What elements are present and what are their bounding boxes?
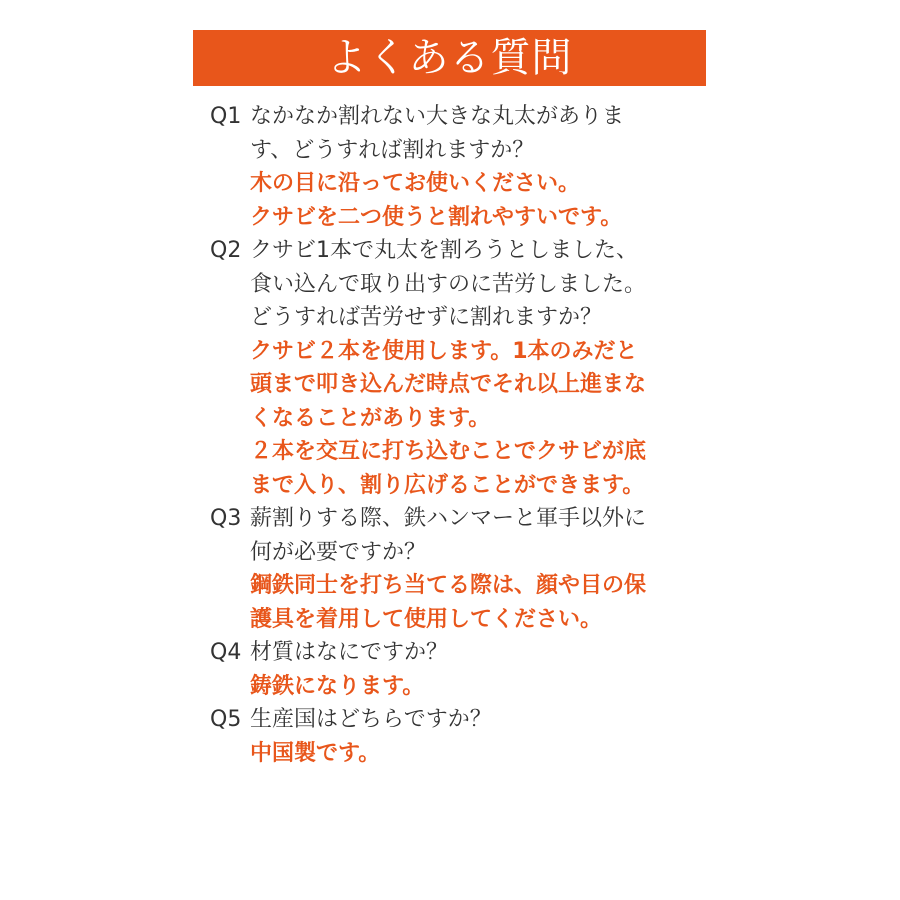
answer-line: クサビを二つ使うと割れやすいです。 [250,204,623,230]
question-line: す、どうすれば割れますか？ [250,137,535,163]
question-text [250,234,710,335]
question-number: Q1 [210,104,242,129]
question-line: 薪割りする際、鉄ハンマーと軍手以外に [250,506,647,531]
page-title: よくある質問 [326,35,573,81]
question-number: Q5 [210,707,242,732]
answer-line: 木の目に沿ってお使いください。 [250,171,581,196]
answer-text [250,167,710,234]
question [210,703,710,737]
question-text [250,703,710,737]
faq-header-banner [193,30,706,86]
faq-list [210,100,710,770]
answer-text [250,335,710,503]
faq-item-q3 [210,502,710,636]
answer-line: クサビ２本を使用します。1本のみだと [250,338,638,364]
answer-text [250,737,710,771]
answer-line: くなることがあります。 [250,405,491,431]
question [210,234,710,335]
answer-line: 中国製です。 [250,740,381,766]
answer-text [250,670,710,704]
question-number: Q3 [210,506,242,531]
question-line: どうすれば苦労せずに割れますか？ [250,305,603,330]
answer-line: 鋳鉄になります。 [250,673,425,699]
question-line: 食い込んで取り出すのに苦労しました。 [250,271,647,297]
question [210,502,710,569]
question-number: Q2 [210,238,242,263]
question-text [250,502,710,569]
answer-line: ２本を交互に打ち込むことでクサビが底 [250,439,647,464]
answer-line: まで入り、割り広げることができます。 [250,472,645,498]
answer-line: 頭まで叩き込んだ時点でそれ以上進まな [250,372,647,397]
question [210,636,710,670]
answer-line: 護具を着用して使用してください。 [250,606,603,632]
faq-item-q5 [210,703,710,770]
faq-item-q1 [210,100,710,234]
question-text [250,100,710,167]
answer-text [250,569,710,636]
question-line: 生産国はどちらですか？ [250,707,492,732]
faq-item-q4 [210,636,710,703]
answer-line: 鋼鉄同士を打ち当てる際は、顔や目の保 [250,573,647,598]
question-line: クサビ1本で丸太を割ろうとしました、 [250,238,638,263]
question-line: 何が必要ですか？ [250,539,427,565]
question-line: 材質はなにですか？ [250,640,449,665]
question-text [250,636,710,670]
faq-item-q2 [210,234,710,502]
question [210,100,710,167]
question-line: なかなか割れない大きな丸太がありま [250,104,625,129]
question-number: Q4 [210,640,242,665]
